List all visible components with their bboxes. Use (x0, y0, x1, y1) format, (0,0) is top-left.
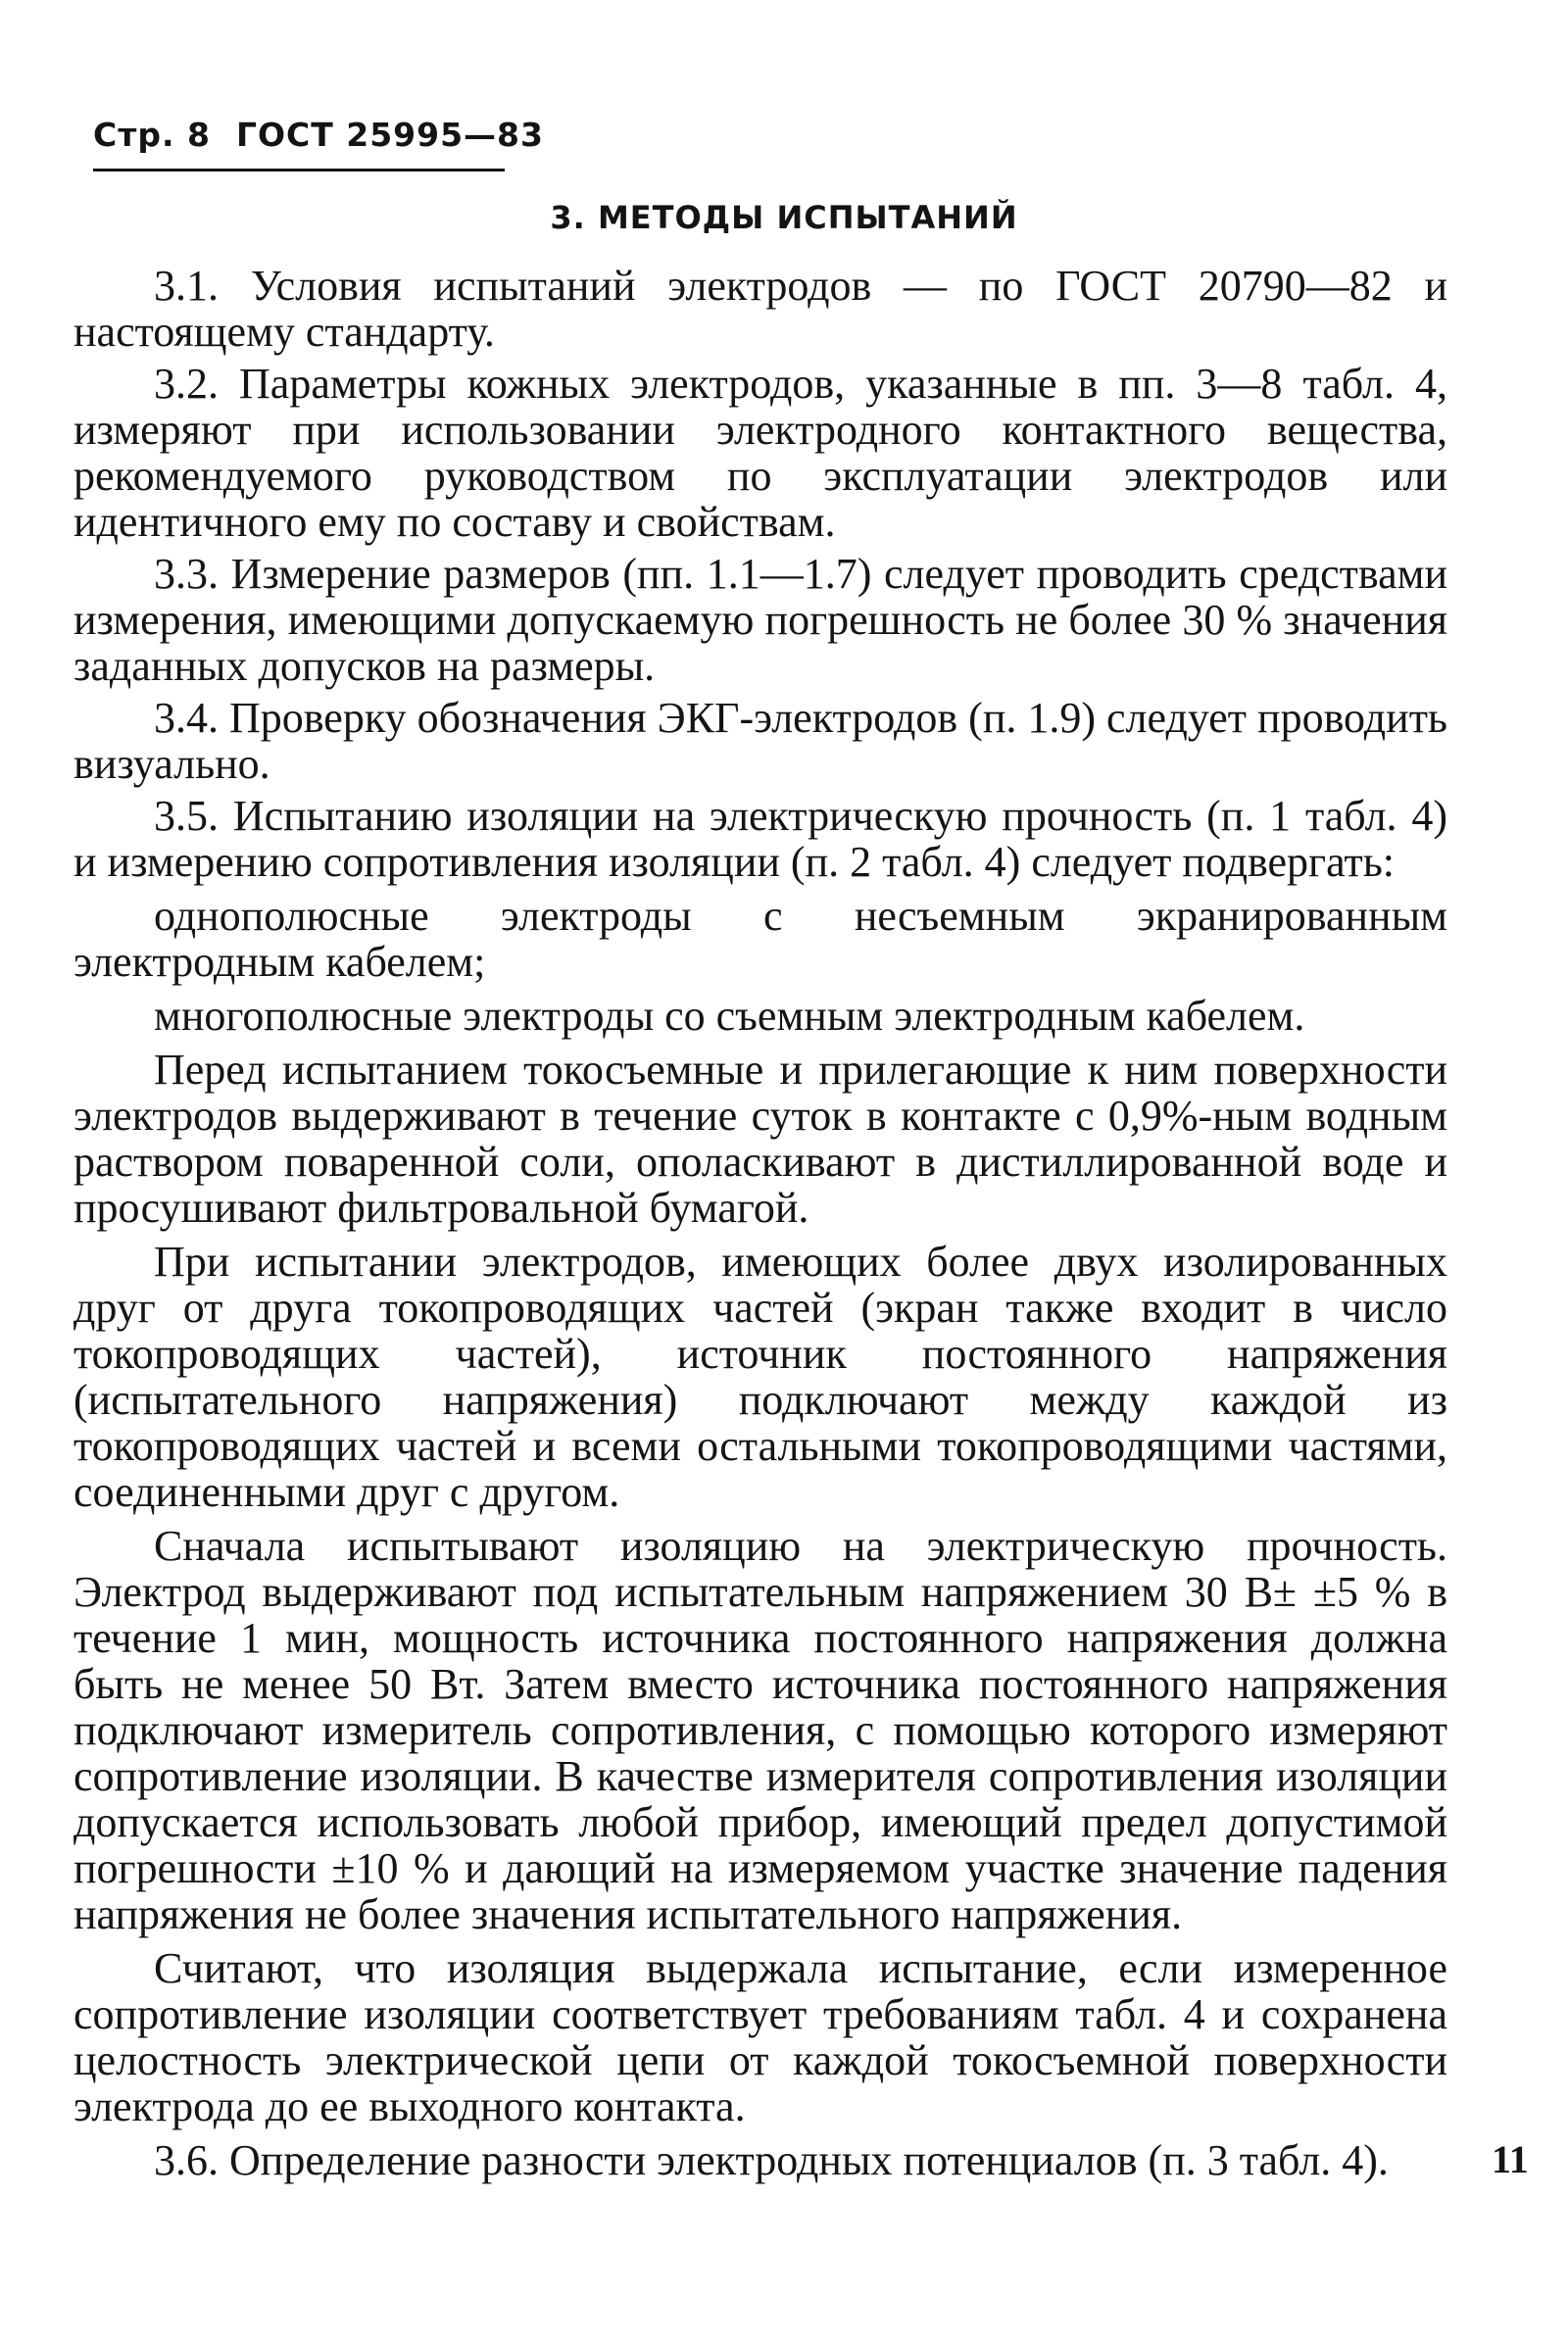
paragraph-list-item-1: однополюсные электроды с несъемным экранированным электродным кабелем; (74, 892, 1447, 986)
page-label: Стр. 8 (93, 116, 211, 154)
section-title: 3. МЕТОДЫ ИСПЫТАНИЙ (550, 199, 1018, 236)
paragraph-3-4: 3.4. Проверку обозначения ЭКГ-электродов (п. 1.9) следует проводить визуально. (74, 694, 1447, 788)
paragraph-preparation: Перед испытанием токосъемные и прилегающие к ним поверхности электродов выдерживают в течение суток в контакте с 0,9%-ным водным раствором поваренной соли, ополаскивают в дистиллированной воде и просушивают фильтровальной бумагой. (74, 1046, 1447, 1232)
standard-code: ГОСТ 25995—83 (235, 116, 544, 154)
paragraph-3-1: 3.1. Условия испытаний электродов — по ГОСТ 20790—82 и настоящему стандарту. (74, 262, 1447, 356)
paragraph-3-5: 3.5. Испытанию изоляции на электрическую прочность (п. 1 табл. 4) и измерению сопротивления изоляции (п. 2 табл. 4) следует подвергать: (74, 792, 1447, 886)
paragraph-acceptance: Считают, что изоляция выдержала испытание, если измеренное сопротивление изоляции соответствует требованиям табл. 4 и сохранена целостность электрической цепи от каждой токосъемной поверхности электрода до ее выходного контакта. (74, 1944, 1447, 2130)
paragraph-procedure: Сначала испытывают изоляцию на электрическую прочность. Электрод выдерживают под испытательным напряжением 30 В± ±5 % в течение 1 мин, мощность источника постоянного напряжения должна быть не менее 50 Вт. Затем вместо источника постоянного напряжения подключают измеритель сопротивления, с помощью которого измеряют сопротивление изоляции. В качестве измерителя сопротивления изоляции допускается использовать любой прибор, имеющий предел допустимой погрешности ±10 % и дающий на измеряемом участке значение падения напряжения не более значения испытательного напряжения. (74, 1522, 1447, 1938)
paragraph-multi-part-testing: При испытании электродов, имеющих более двух изолированных друг от друга токопроводящих частей (экран также входит в число токопроводящих частей), источник постоянного напряжения (испытательного напряжения) подключают между каждой из токопроводящих частей и всеми остальными токопроводящими частями, соединенными друг с другом. (74, 1238, 1447, 1516)
paragraph-3-6: 3.6. Определение разности электродных потенциалов (п. 3 табл. 4). (154, 2136, 1389, 2184)
header-divider (93, 169, 505, 171)
paragraph-3-2: 3.2. Параметры кожных электродов, указанные в пп. 3—8 табл. 4, измеряют при использовании электродного контактного вещества, рекомендуемого руководством по эксплуатации электродов или идентичного ему по составу и свойствам. (74, 360, 1447, 546)
page-number: 11 (1492, 2137, 1529, 2181)
paragraph-3-3: 3.3. Измерение размеров (пп. 1.1—1.7) следует проводить средствами измерения, имеющими допускаемую погрешность не более 30 % значения заданных допусков на размеры. (74, 550, 1447, 690)
body-text (74, 263, 1447, 2189)
paragraph-list-item-2: многополюсные электроды со съемным электродным кабелем. (154, 992, 1305, 1040)
page-header (93, 116, 544, 154)
